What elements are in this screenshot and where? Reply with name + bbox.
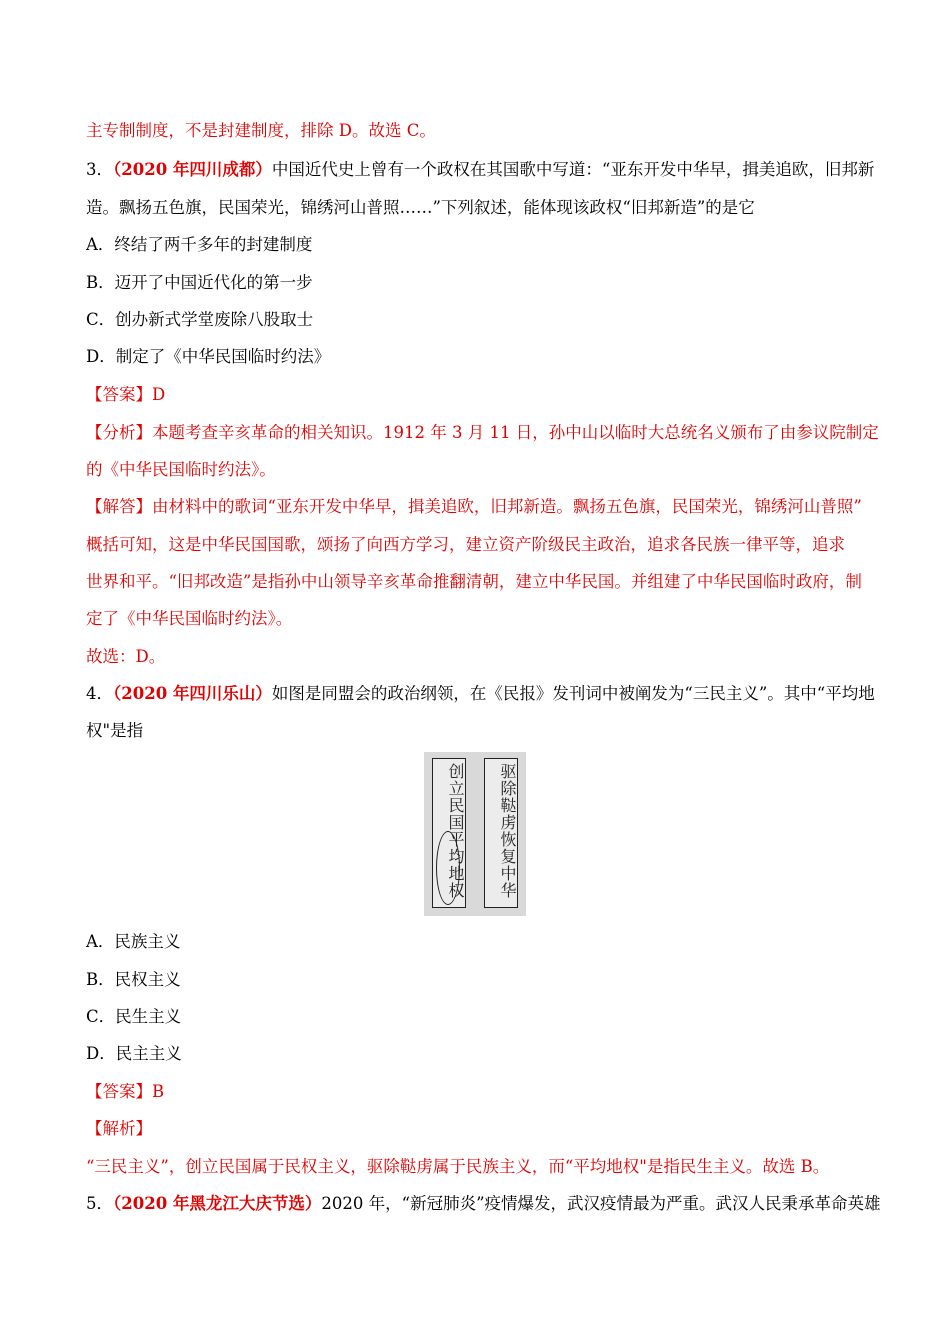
question-number: 4． xyxy=(86,684,113,703)
right-strip-text: 驱除鞑虏恢复中华 xyxy=(498,763,517,899)
prev-answer-tail: 主专制制度，不是封建制度，排除 D。故选 C。 xyxy=(86,121,436,140)
question-text: 中国近代史上曾有一个政权在其国歌中写道：“亚东开发中华早，揖美追欧，旧邦新 xyxy=(271,160,875,179)
option-d: D．制定了《中华民国临时约法》 xyxy=(86,347,331,366)
question-number: 5． xyxy=(86,1194,113,1213)
explanation: “三民主义”，创立民国属于民权主义，驱除鞑虏属于民族主义，而“平均地权"是指民生主义。故选 B。 xyxy=(86,1157,830,1176)
answer: 【答案】D xyxy=(86,385,166,404)
option-b: B．民权主义 xyxy=(86,970,181,989)
question-3-stem xyxy=(86,158,876,182)
question-4-stem-cont: 权"是指 xyxy=(86,721,144,740)
analysis-cont: 的《中华民国临时约法》。 xyxy=(86,460,276,479)
option-d: D．民主主义 xyxy=(86,1044,182,1063)
solution: 【解答】由材料中的歌词“亚东开发中华早，揖美追欧，旧邦新造。飘扬五色旗，民国荣光，锦绣河山普照” xyxy=(86,497,862,516)
question-5-stem xyxy=(86,1192,881,1216)
solution-cont-3: 定了《中华民国临时约法》。 xyxy=(86,609,293,628)
explanation-heading: 【解析】 xyxy=(86,1119,152,1138)
option-a: A．民族主义 xyxy=(86,932,181,951)
solution-cont-1: 概括可知，这是中华民国国歌，颂扬了向西方学习，建立资产阶级民主政治，追求各民族一律平等，追求 xyxy=(86,535,845,554)
question-3-stem-cont: 造。飘扬五色旗，民国荣光，锦绣河山普照……”下列叙述，能体现该政权“旧邦新造”的是它 xyxy=(86,198,755,217)
question-source: （2020 年四川乐山） xyxy=(113,684,272,703)
question-4-stem xyxy=(86,682,876,706)
right-strip xyxy=(484,758,518,908)
question-source: （2020 年四川成都） xyxy=(113,160,272,179)
question-text: 2020 年，“新冠肺炎”疫情爆发，武汉疫情最为严重。武汉人民秉承革命英雄 xyxy=(321,1194,881,1213)
question-text: 如图是同盟会的政治纲领，在《民报》发刊词中被阐发为“三民主义”。其中“平均地 xyxy=(271,684,875,703)
solution-cont-2: 世界和平。“旧邦改造”是指孙中山领导辛亥革命推翻清朝，建立中华民国。并组建了中华民国临时政府，制 xyxy=(86,572,862,591)
option-a: A．终结了两千多年的封建制度 xyxy=(86,235,313,254)
conclusion: 故选：D。 xyxy=(86,647,166,666)
question-number: 3． xyxy=(86,160,113,179)
option-c: C．民生主义 xyxy=(86,1007,182,1026)
circled-highlight xyxy=(436,831,460,905)
left-strip xyxy=(432,758,466,908)
option-c: C．创办新式学堂废除八股取士 xyxy=(86,310,314,329)
option-b: B．迈开了中国近代化的第一步 xyxy=(86,273,313,292)
tongmenghui-program-image xyxy=(424,752,526,916)
analysis: 【分析】本题考查辛亥革命的相关知识。1912 年 3 月 11 日，孙中山以临时大总统名义颁布了由参议院制定 xyxy=(86,423,879,442)
question-source: （2020 年黑龙江大庆节选） xyxy=(113,1194,322,1213)
answer: 【答案】B xyxy=(86,1082,165,1101)
left-strip-text: 创立民国平均地权 xyxy=(446,763,465,899)
